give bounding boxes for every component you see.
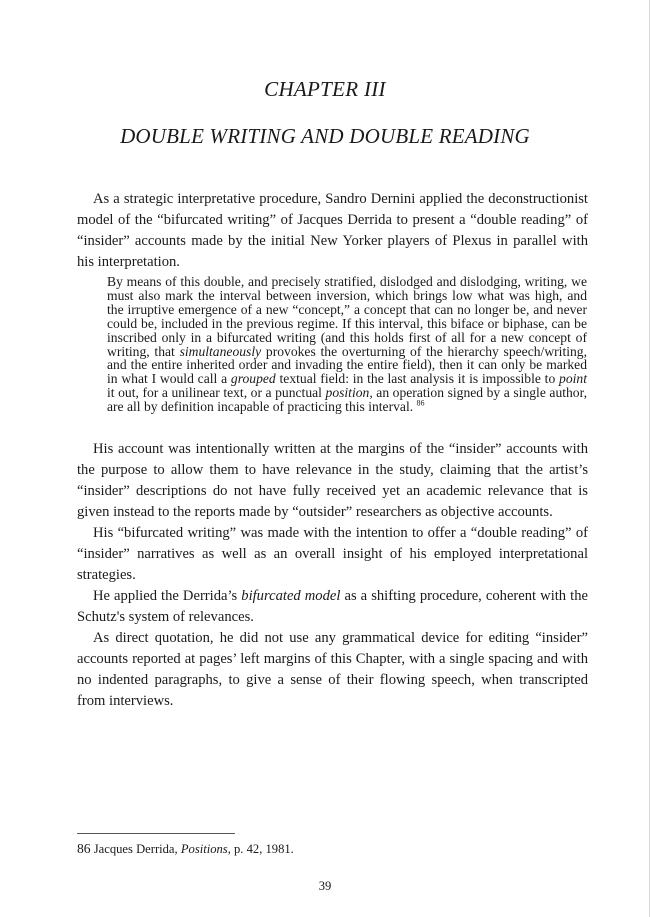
paragraph-model-emphasis: bifurcated model [241, 588, 341, 604]
page-number: 39 [318, 879, 332, 893]
quote-emphasis-1: simultaneously [179, 343, 262, 359]
paragraph-model-after: as a shifting procedure, coherent with the Schutz's system of relevances. [77, 588, 588, 625]
paragraph-bifurcated: His “bifurcated writing” was made with the intention to offer a “double reading” of “insider” narratives as well as an overall insight of his employed interpretational strategies. [77, 525, 588, 583]
intro-paragraph-block [77, 189, 588, 273]
footnote-number: 86 [77, 841, 91, 856]
quote-text-3: textual field: in the last analysis it is impossible to [275, 371, 560, 387]
footnote-author: Jacques Derrida, [93, 842, 181, 856]
footnote [77, 841, 294, 857]
footnote-divider [77, 833, 235, 834]
intro-paragraph: As a strategic interpretative procedure, Sandro Dernini applied the deconstructionist model of the “bifurcated writing” of Jacques Derrida to present a “double reading” of “insider” accounts made by the initial New Yorker players of Plexus in parallel with his interpretation. [77, 191, 588, 270]
quote-emphasis-3: point [559, 371, 587, 387]
chapter-number: CHAPTER III [264, 77, 386, 101]
quote-text-4: it out, for a unilinear text, or a punctual [107, 385, 326, 401]
paragraph-derrida-model [77, 586, 588, 628]
paragraph-margins: His account was intentionally written at the margins of the “insider” accounts with the purpose to allow them to have relevance in the study, claiming that the artist’s “insider” descriptions do not have fully received yet an academic relevance that is given instead to the reports made by “outsider” researchers as objective accounts. [77, 441, 588, 520]
footnote-detail: p. 42, 1981. [230, 842, 294, 856]
quote-emphasis-4: position, [325, 385, 373, 401]
chapter-title: DOUBLE WRITING AND DOUBLE READING [120, 124, 530, 148]
quote-text-5: an operation signed by a single author, are all by definition incapable of practicing this interval. [107, 385, 587, 415]
paragraph-direct-quotation: As direct quotation, he did not use any grammatical device for editing “insider” accounts reported at pages’ left margins of this Chapter, with a single spacing and with no indented paragraphs, to give a sense of their flowing speech, when transcripted from interviews. [77, 630, 588, 709]
quote-emphasis-2: grouped [230, 371, 276, 387]
block-quote [107, 275, 587, 414]
quote-text-2: provokes the overturning of the hierarchy speech/writing, and the entire inherited order and invading the entire field), then it can only be marked in what I would call a [107, 343, 587, 387]
main-text-block [77, 439, 588, 712]
paragraph-model-before: He applied the Derrida’s [93, 588, 242, 604]
footnote-reference[interactable]: 86 [416, 398, 425, 408]
footnote-work: Positions, [180, 842, 231, 856]
quote-text-1: By means of this double, and precisely stratified, dislodged and dislodging, writing, we must also mark the interval between inversion, which brings low what was high, and the irruptive emergence of a new “concept,” a concept that can no longer be, and never could be, included in the previous regime. If this interval, this biface or biphase, can be inscribed only in a bifurcated writing (and this holds first of all for a new concept of writing, that [107, 274, 587, 359]
